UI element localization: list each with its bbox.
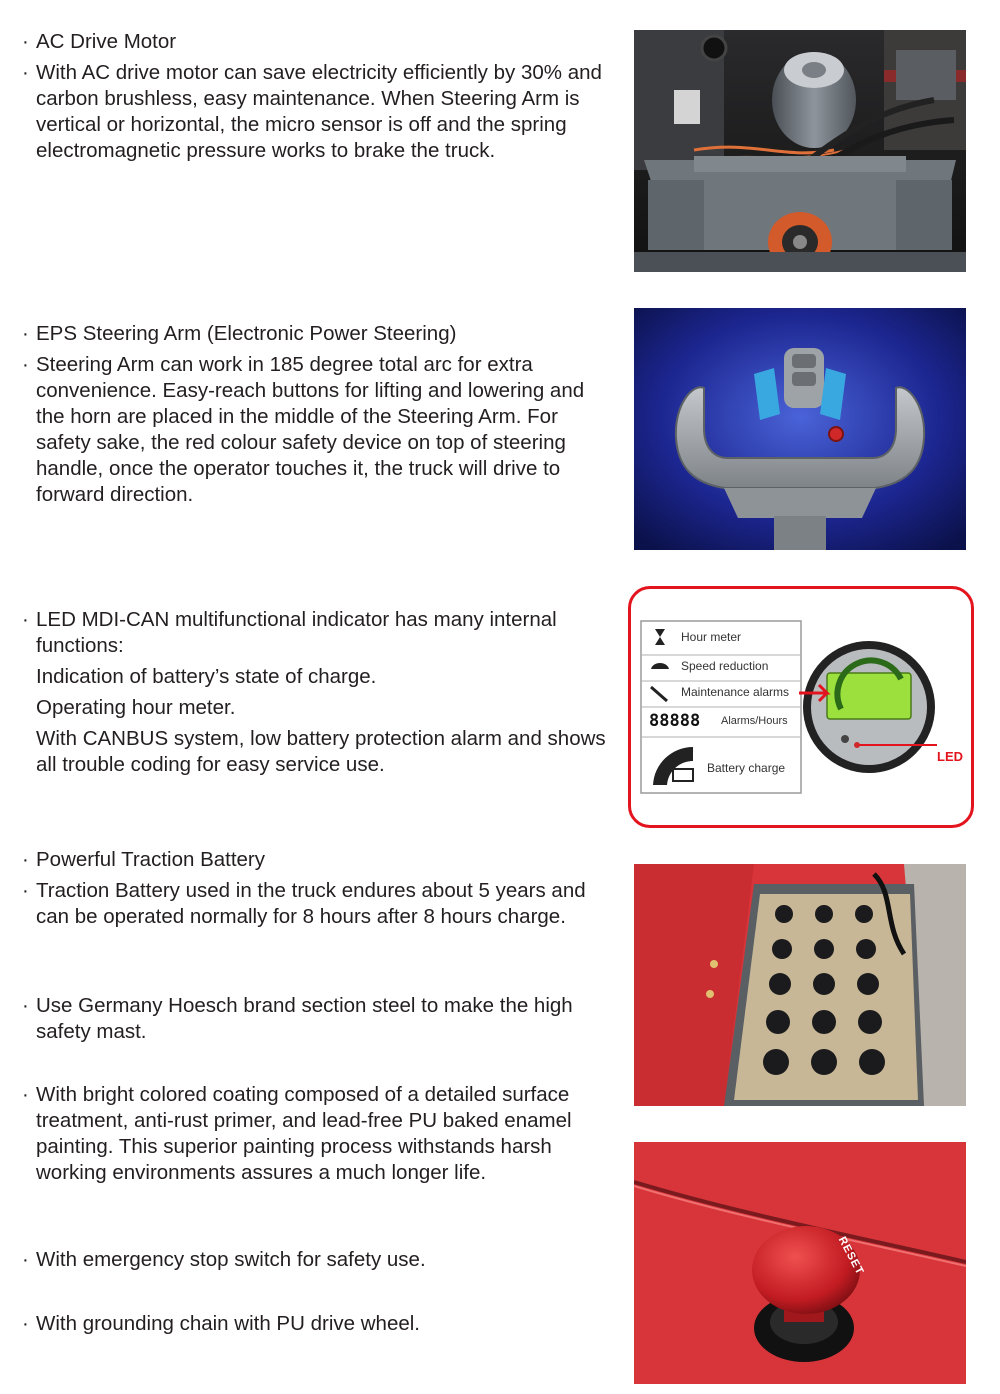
motor-heading: · AC Drive Motor bbox=[20, 29, 610, 55]
traction-battery-photo bbox=[634, 864, 966, 1106]
motor-illustration bbox=[634, 30, 966, 272]
legend-alarms-hours: Alarms/Hours bbox=[721, 715, 788, 727]
section-eps-steering bbox=[20, 321, 610, 508]
battery-illustration bbox=[634, 864, 966, 1106]
indicator-heading: · LED MDI-CAN multifunctional indicator has many internal functions: bbox=[20, 607, 610, 659]
steering-illustration bbox=[634, 308, 966, 550]
estop-illustration bbox=[634, 1142, 966, 1384]
steering-heading: · EPS Steering Arm (Electronic Power Steering) bbox=[20, 321, 610, 347]
emergency-stop-photo bbox=[634, 1142, 966, 1384]
led-label: LED bbox=[937, 749, 963, 764]
section-led-indicator bbox=[20, 607, 610, 778]
led-indicator-diagram bbox=[628, 586, 974, 828]
section-coating bbox=[20, 1082, 610, 1186]
reset-button-label: RESET bbox=[835, 1234, 866, 1278]
chain-description: · With grounding chain with PU drive wheel. bbox=[20, 1311, 610, 1337]
section-ac-drive-motor bbox=[20, 29, 610, 164]
steering-description: · Steering Arm can work in 185 degree total arc for extra convenience. Easy-reach buttons for lifting and lowering and the horn are placed in the middle of the Steering Arm. For safety sake, the red colour safety device on top of steering handle, once the operator touches it, the truck will drive to forward direction. bbox=[20, 352, 610, 508]
indicator-line-battery: Indication of battery’s state of charge. bbox=[36, 665, 377, 688]
indicator-line-canbus: With CANBUS system, low battery protection alarm and shows all trouble coding for easy service use. bbox=[36, 727, 606, 776]
estop-description: · With emergency stop switch for safety use. bbox=[20, 1247, 610, 1273]
legend-maintenance-alarms: Maintenance alarms bbox=[681, 685, 790, 699]
section-emergency-stop bbox=[20, 1247, 610, 1273]
battery-description: · Traction Battery used in the truck endures about 5 years and can be operated normally for 8 hours after 8 hours charge. bbox=[20, 878, 610, 930]
steering-arm-photo bbox=[634, 308, 966, 550]
coating-description: · With bright colored coating composed of a detailed surface treatment, anti-rust primer, and lead-free PU baked enamel painting. This superior painting process withstands harsh working environments assures a much longer life. bbox=[20, 1082, 610, 1186]
section-safety-mast bbox=[20, 993, 610, 1045]
mast-description: · Use Germany Hoesch brand section steel to make the high safety mast. bbox=[20, 993, 610, 1045]
battery-heading: · Powerful Traction Battery bbox=[20, 847, 610, 873]
legend-battery-charge: Battery charge bbox=[707, 761, 786, 775]
indicator-legend-panel bbox=[631, 589, 971, 825]
section-traction-battery bbox=[20, 847, 610, 930]
indicator-line-hours: Operating hour meter. bbox=[36, 696, 236, 719]
motor-description: · With AC drive motor can save electricity efficiently by 30% and carbon brushless, easy maintenance. When Steering Arm is vertical or horizontal, the micro sensor is off and the spring electromagnetic pressure works to brake the truck. bbox=[20, 60, 610, 164]
motor-photo bbox=[634, 30, 966, 272]
section-grounding-chain bbox=[20, 1311, 610, 1337]
legend-speed-reduction: Speed reduction bbox=[681, 659, 769, 673]
legend-hour-meter: Hour meter bbox=[681, 630, 742, 644]
legend-digits: 88888 bbox=[649, 711, 701, 731]
